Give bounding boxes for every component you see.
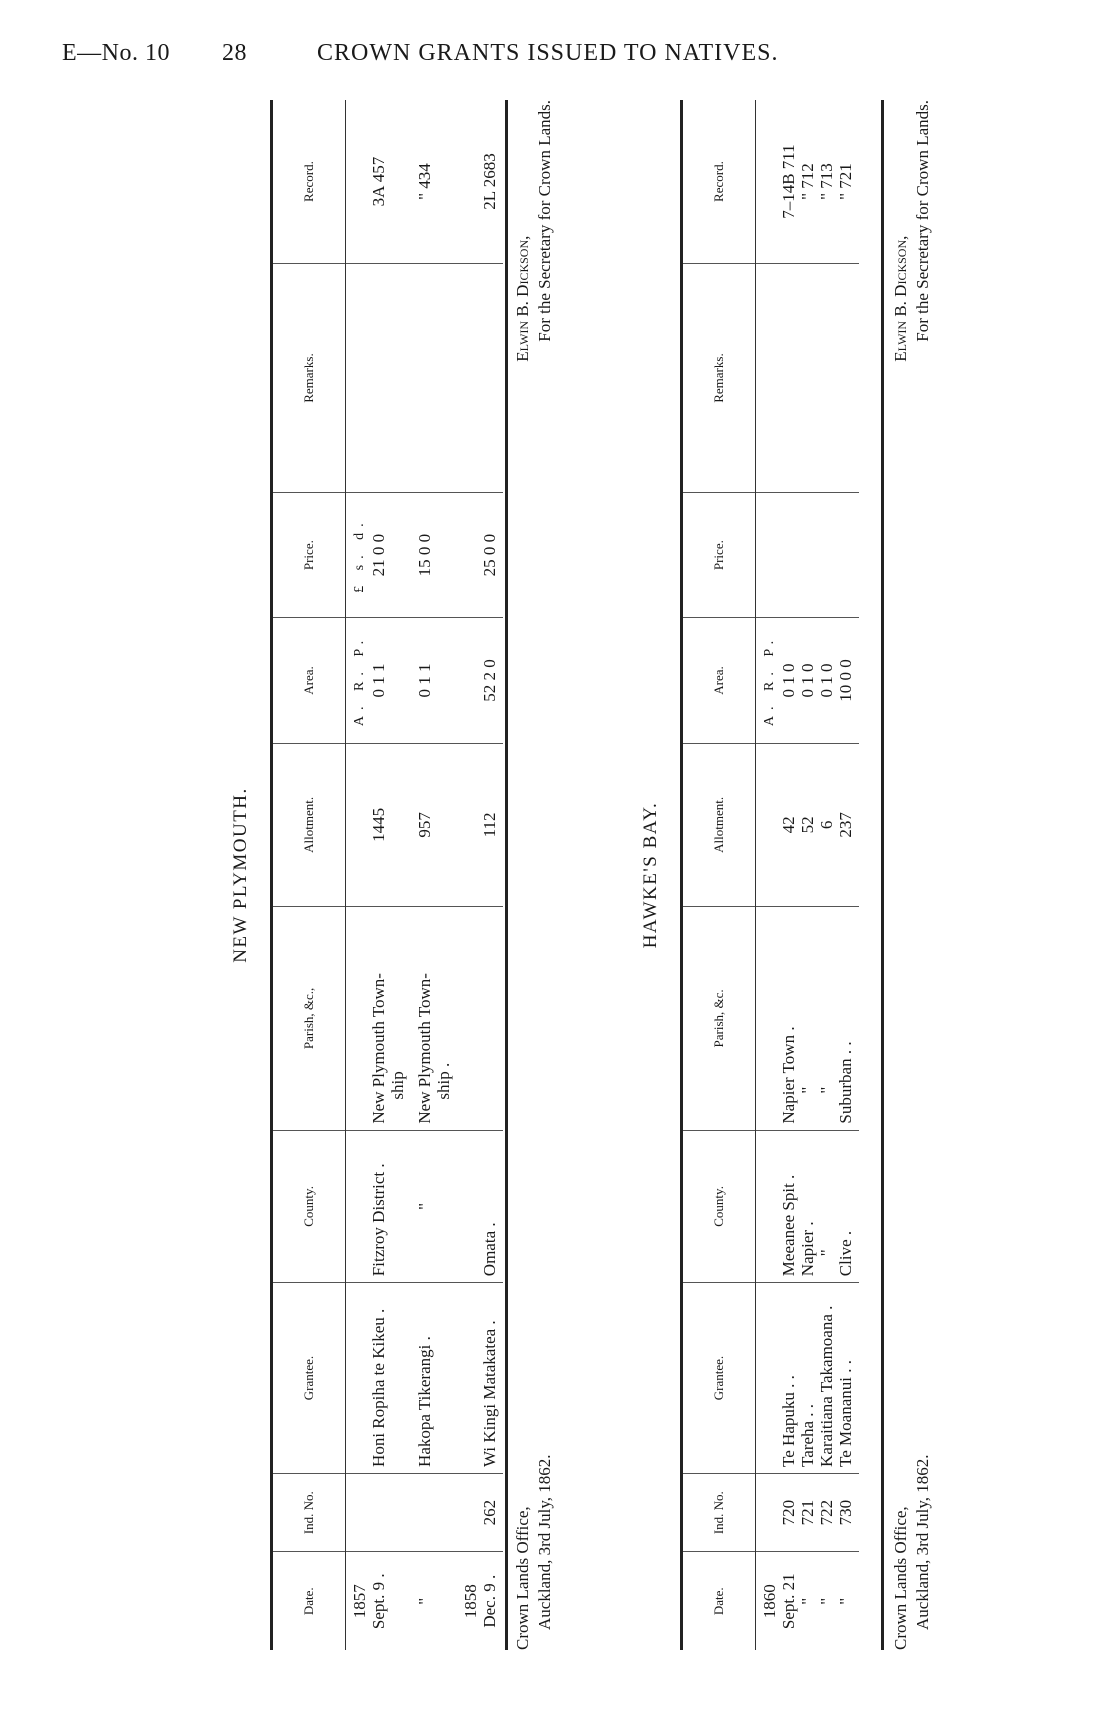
remarks-cell xyxy=(457,264,503,493)
document-reference: E—No. 10 xyxy=(62,40,170,66)
record-cell: 2L 2683 xyxy=(480,153,499,210)
column-header: Grantee. xyxy=(273,1283,346,1474)
county-cell: Meeanee Spit . Napier . " Clive . xyxy=(756,1130,860,1283)
area-cell: A. R. P. 0 1 0 0 1 0 0 1 0 10 0 0 xyxy=(756,618,860,743)
column-header: Area. xyxy=(273,618,346,743)
ind-no-cell xyxy=(346,1473,412,1551)
section-new-plymouth xyxy=(230,100,670,1650)
ind-no-cell xyxy=(411,1473,457,1551)
grantee-cell: Honi Ropiha te Kikeu . xyxy=(346,1283,412,1474)
county-cell: Fitzroy District . xyxy=(346,1130,412,1283)
column-header: County. xyxy=(683,1130,756,1283)
county-cell: Omata . xyxy=(457,1130,503,1283)
column-header: Record. xyxy=(683,100,756,264)
column-header: Record. xyxy=(273,100,346,264)
column-header: Parish, &c., xyxy=(273,907,346,1130)
column-header: Price. xyxy=(273,492,346,617)
signer-name: Elwin B. Dickson, xyxy=(513,235,532,362)
column-header: County. xyxy=(273,1130,346,1283)
grants-table-new-plymouth xyxy=(273,100,503,1650)
date-cell xyxy=(346,1552,412,1650)
parish-cell: New Plymouth Town- ship . xyxy=(411,907,457,1130)
page-number: 28 xyxy=(222,40,247,66)
table-row xyxy=(411,100,457,1650)
column-header: Grantee. xyxy=(683,1283,756,1474)
allotment-cell: 957 xyxy=(411,743,457,907)
grantee-cell: Hakopa Tikerangi . xyxy=(411,1283,457,1474)
date-value: Sept. 9 . xyxy=(369,1573,388,1630)
office-date: Auckland, 3rd July, 1862. xyxy=(535,1454,554,1630)
page-header xyxy=(62,40,1062,67)
allotment-cell: 112 xyxy=(457,743,503,907)
parish-cell: New Plymouth Town- ship xyxy=(346,907,412,1130)
office-name: Crown Lands Office, xyxy=(513,1506,532,1650)
table-row xyxy=(457,100,503,1650)
date-cell: 1860 Sept. 21 " " " xyxy=(756,1552,860,1650)
ind-no-cell: 720 721 722 730 xyxy=(756,1473,860,1551)
section-title-hawkes-bay: HAWKE'S BAY. xyxy=(640,801,661,949)
section-title: NEW PLYMOUTH. xyxy=(230,787,251,963)
remarks-cell xyxy=(756,264,860,493)
remarks-cell xyxy=(346,264,412,493)
rotated-content xyxy=(230,100,670,1650)
grants-table-wrapper xyxy=(680,100,884,1650)
table-row xyxy=(756,100,860,1650)
grants-table-wrapper xyxy=(270,100,508,1650)
allotment-cell: 42 52 6 237 xyxy=(756,743,860,907)
grants-table-hawkes-bay xyxy=(683,100,859,1650)
date-cell: 1858 Dec. 9 . xyxy=(457,1552,503,1650)
signer-name: Elwin B. Dickson, xyxy=(891,235,910,362)
record-cell: 3A 457 xyxy=(369,156,388,207)
signature-block xyxy=(890,100,934,362)
column-header: Date. xyxy=(273,1552,346,1650)
county-cell: " xyxy=(411,1130,457,1283)
area-cell: A. R. P. 0 1 1 xyxy=(346,618,412,743)
office-note xyxy=(512,1455,556,1651)
column-header: Ind. No. xyxy=(273,1473,346,1551)
allotment-cell: 1445 xyxy=(346,743,412,907)
signer-title: For the Secretary for Crown Lands. xyxy=(535,100,554,342)
price-cell xyxy=(756,492,860,617)
column-header: Allotment. xyxy=(683,743,756,907)
price-cell: 25 0 0 xyxy=(457,492,503,617)
signer-title: For the Secretary for Crown Lands. xyxy=(913,100,932,342)
page-title: CROWN GRANTS ISSUED TO NATIVES. xyxy=(317,40,779,66)
ind-no-cell: 262 xyxy=(457,1473,503,1551)
area-cell: 52 2 0 xyxy=(457,618,503,743)
section-hawkes-bay-table xyxy=(640,100,1080,1650)
parish-cell xyxy=(457,907,503,1130)
price-cell: 15 0 0 xyxy=(411,492,457,617)
grantee-cell: Wi Kingi Matakatea . xyxy=(457,1283,503,1474)
column-header: Date. xyxy=(683,1552,756,1650)
table-header-row xyxy=(683,100,756,1650)
column-header: Area. xyxy=(683,618,756,743)
column-header: Parish, &c. xyxy=(683,907,756,1130)
column-header: Price. xyxy=(683,492,756,617)
column-header: Ind. No. xyxy=(683,1473,756,1551)
table-header-row xyxy=(273,100,346,1650)
area-cell: 0 1 1 xyxy=(411,618,457,743)
column-header: Remarks. xyxy=(273,264,346,493)
signature-block xyxy=(512,100,556,362)
column-header: Remarks. xyxy=(683,264,756,493)
record-cell: " 434 xyxy=(415,163,434,200)
date-cell: " xyxy=(411,1552,457,1650)
remarks-cell xyxy=(411,264,457,493)
grantee-cell: Te Hapuku . . Tareha . . Karaitiana Takamoana . Te Moananui . . xyxy=(756,1283,860,1474)
rotated-content-hawkes-bay xyxy=(640,100,1080,1650)
office-note xyxy=(890,1455,934,1651)
column-header: Allotment. xyxy=(273,743,346,907)
office-date: Auckland, 3rd July, 1862. xyxy=(913,1454,932,1630)
office-name: Crown Lands Office, xyxy=(891,1506,910,1650)
record-cell: 7–14B 711 " 712 " 713 " 721 xyxy=(779,144,855,219)
date-year: 1857 xyxy=(350,1584,369,1619)
price-cell: £ s. d. 21 0 0 xyxy=(346,492,412,617)
parish-cell: Napier Town . " " Suburban . . xyxy=(756,907,860,1130)
table-row xyxy=(346,100,412,1650)
